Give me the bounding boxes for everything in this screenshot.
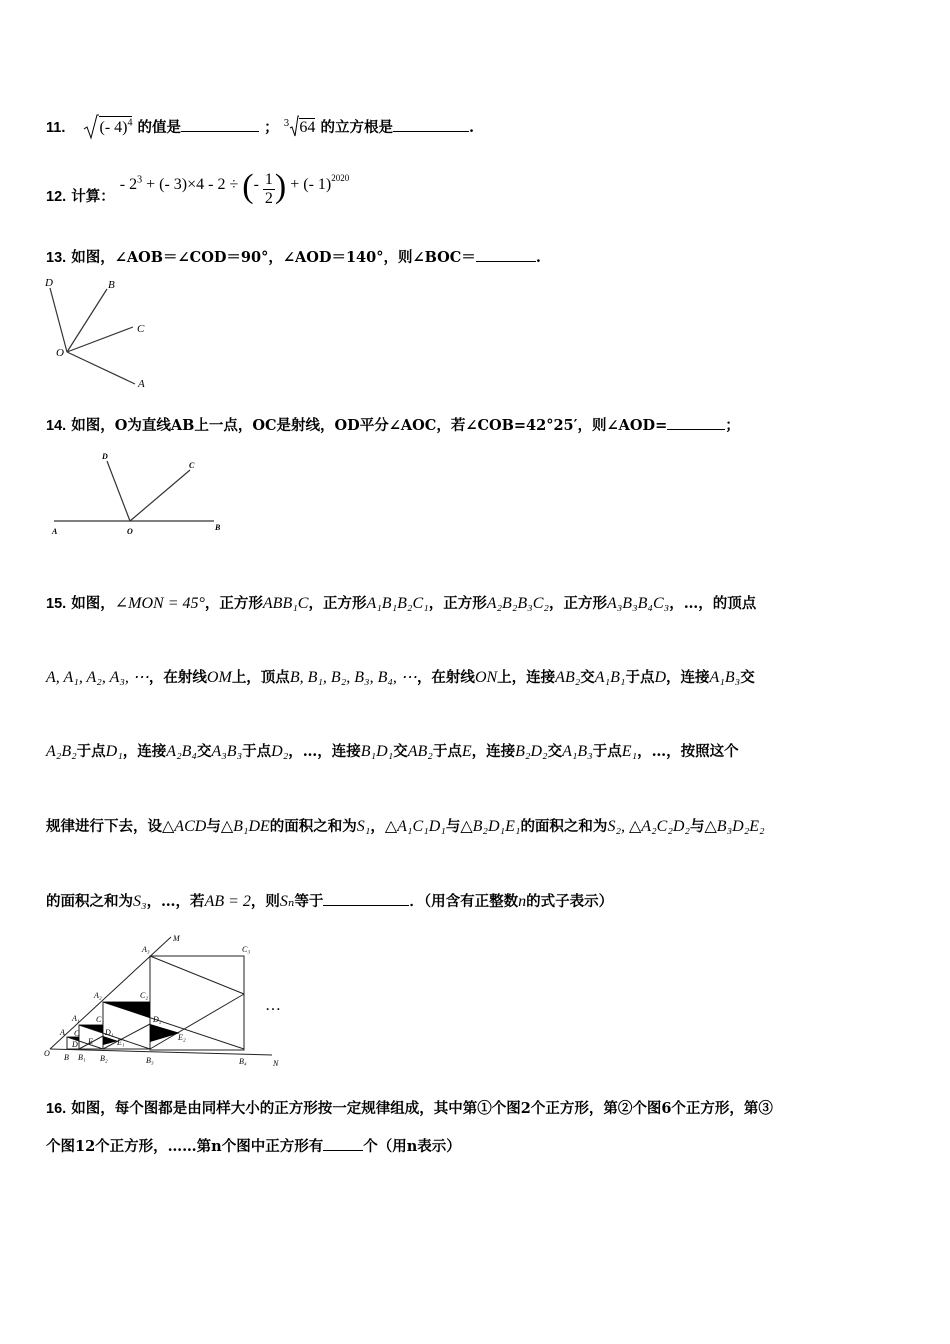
- q11-answer-blank-2[interactable]: [393, 119, 469, 132]
- label-d2: D₂: [153, 1015, 162, 1024]
- q13-angle-figure: [40, 272, 160, 392]
- label-a: A: [52, 527, 58, 536]
- label-b2: B₂: [100, 1054, 108, 1063]
- square-root-sign: [83, 114, 99, 140]
- q11-text-a: 的值是: [137, 119, 182, 136]
- label-b3: B₃: [146, 1056, 154, 1065]
- label-a1: A₁: [72, 1014, 80, 1023]
- label-a3: A₃: [142, 945, 150, 954]
- label-d: D: [102, 452, 108, 461]
- label-b1: B₁: [78, 1053, 86, 1062]
- q14-end: ；: [725, 417, 740, 434]
- q12-label: 计算：: [71, 188, 115, 205]
- label-o: O: [127, 527, 133, 536]
- label-b: B: [108, 279, 115, 291]
- ray-od: [107, 461, 130, 521]
- q13-answer-blank[interactable]: [476, 249, 536, 262]
- q11-separator: ；: [264, 119, 279, 136]
- segment-b3-d: [150, 994, 244, 1049]
- question-15-line-5: 的面积之和为S₃，…，若AB = 2，则Sₙ等于 ．（用含有正整数n的式子表示）: [46, 893, 614, 910]
- q16-text-2: 个图12个正方形，……第n个图中正方形有: [46, 1138, 324, 1155]
- q15-number: 15.: [46, 596, 67, 612]
- question-15-line-2: A, A₁, A₂, A₃, ⋯，在射线OM上，顶点B, B₁, B₂, B₃, B₄, ⋯，在射线ON上，连接AB₂交A₁B₁于点D，连接A₁B₃交: [46, 669, 755, 686]
- shaded-triangle-2: [150, 1024, 180, 1042]
- q14-text: 如图，O为直线AB上一点，OC是射线，OD平分∠AOC，若∠COB=42°25′，则∠AOD=: [71, 417, 668, 434]
- label-a: A: [138, 378, 145, 390]
- q15-answer-blank[interactable]: [323, 893, 409, 906]
- ray-oa: [67, 352, 135, 384]
- q12-expression: - $2^3$ + (- 3)×4 - 2 ÷ (- $\frac{1}{2}$ ) + (- 1)$^{2020}$: [119, 168, 350, 207]
- q16-answer-blank[interactable]: [323, 1138, 363, 1151]
- question-16-line-2: [46, 1135, 461, 1156]
- label-c: C: [74, 1029, 80, 1038]
- label-e: E: [88, 1037, 93, 1046]
- q11-text-b: 的立方根是: [320, 119, 393, 136]
- q11-cube-index: 3: [283, 119, 290, 130]
- q11-number: 11.: [46, 120, 66, 136]
- label-m: M: [173, 934, 180, 943]
- q12-number: 12.: [46, 189, 67, 205]
- segment-a3-ext: [150, 956, 244, 994]
- ray-od: [50, 288, 67, 352]
- question-12: [46, 168, 350, 220]
- question-11: [46, 114, 474, 140]
- figure-ellipsis: …: [265, 997, 281, 1014]
- q14-answer-blank[interactable]: [667, 417, 725, 430]
- q16-number: 16.: [46, 1101, 67, 1117]
- label-a2: A₂: [94, 991, 102, 1000]
- label-a: A: [60, 1028, 65, 1037]
- ray-ob: [67, 289, 107, 352]
- q16-text-1: 如图，每个图都是由同样大小的正方形按一定规律组成，其中第①个图2个正方形，第②个图6个正方形，第③: [71, 1100, 773, 1117]
- label-e2: E₂: [178, 1033, 186, 1042]
- label-c: C: [189, 461, 195, 470]
- q11-cube-radicand: 64: [299, 119, 316, 136]
- label-b: B: [64, 1053, 69, 1062]
- question-15-line-4: 规律进行下去，设△ACD与△B₁DE的面积之和为S₁，△A₁C₁D₁与△B₂D₁E₁的面积之和为S₂, △A₂C₂D₂与△B₃D₂E₂: [46, 818, 765, 835]
- ray-oc: [130, 470, 190, 521]
- label-d: D: [45, 277, 53, 289]
- question-14: [46, 414, 740, 435]
- question-15-line-1: 15. 如图，∠MON = 45°，正方形ABB₁C，正方形A₁B₁B₂C₁，正方形A₂B₂B₃C₂，正方形A₃B₃B₄C₃，…，的顶点: [46, 595, 757, 612]
- label-b4: B₄: [239, 1057, 247, 1066]
- q11-radicand: (- 4)$^4$: [99, 117, 133, 136]
- q13-end: .: [535, 249, 541, 266]
- q14-line-figure: [46, 448, 236, 540]
- label-n: N: [273, 1059, 279, 1068]
- label-b: B: [215, 523, 221, 532]
- label-d1: D₁: [105, 1028, 114, 1037]
- q13-text: 如图，∠AOB＝∠COD＝90°，∠AOD＝140°，则∠BOC＝: [71, 249, 476, 266]
- label-o: O: [56, 347, 64, 359]
- ray-oc: [67, 327, 133, 352]
- label-c2: C₂: [140, 991, 149, 1000]
- label-c3: C₃: [242, 945, 251, 954]
- q16-text-3: 个（用n表示）: [363, 1138, 461, 1155]
- q13-number: 13.: [46, 250, 67, 266]
- label-c1: C₁: [96, 1015, 105, 1024]
- q14-number: 14.: [46, 418, 67, 434]
- question-15-line-3: A₂B₂于点D₁，连接A₂B₄交A₃B₃于点D₂，…，连接B₁D₁交AB₂于点E，连接B₂D₂交A₁B₃于点E₁，…，按照这个: [46, 743, 739, 760]
- label-o: O: [44, 1049, 50, 1058]
- label-e1: E₁: [117, 1038, 125, 1047]
- question-16-line-1: [46, 1097, 773, 1118]
- label-d: D: [72, 1040, 78, 1049]
- question-13: [46, 246, 541, 267]
- q11-end: .: [468, 119, 475, 136]
- label-c: C: [137, 323, 145, 335]
- q12-fraction: $\frac{1}{2}$: [264, 171, 273, 207]
- q15-squares-figure: [40, 932, 300, 1072]
- q11-answer-blank-1[interactable]: [181, 119, 259, 132]
- cube-root-sign: [289, 115, 299, 137]
